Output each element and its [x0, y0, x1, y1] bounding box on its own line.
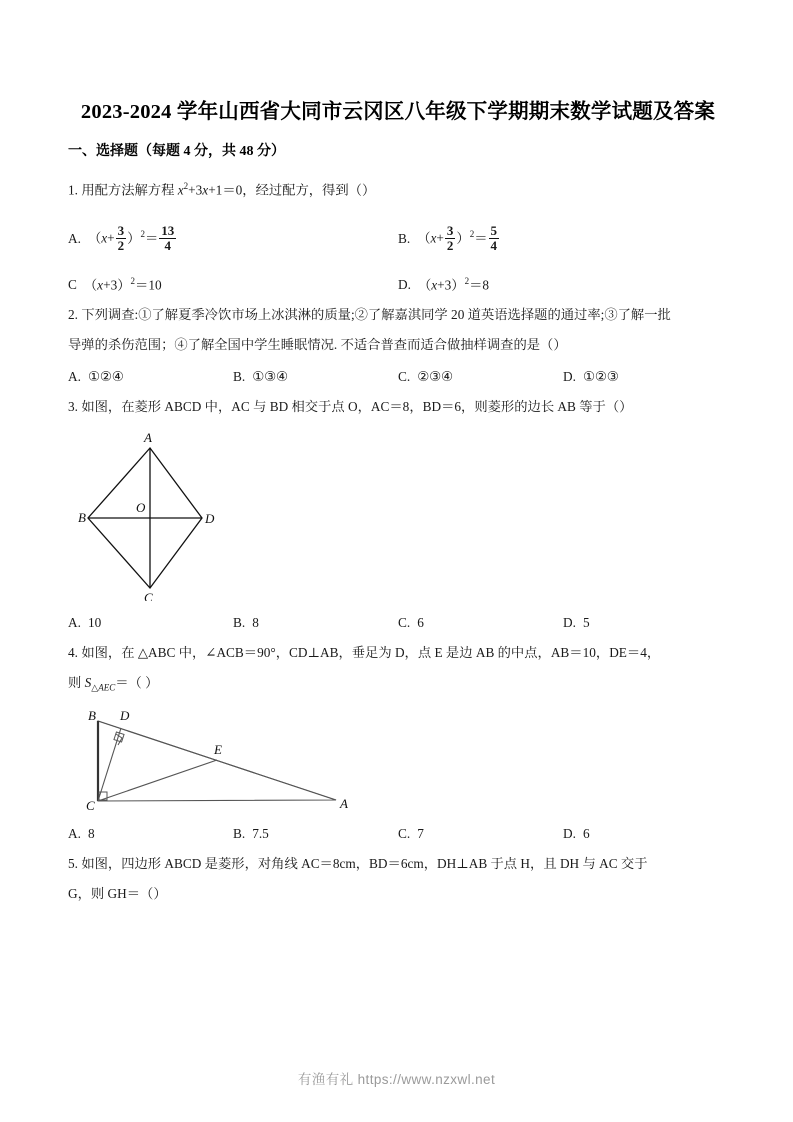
question-1-option-d-pre: （: [417, 277, 432, 293]
question-1-stem: [68, 171, 728, 205]
rhombus-label-a: A: [144, 430, 152, 446]
question-4: [68, 638, 728, 703]
question-2-option-a-label: A.: [68, 369, 81, 385]
question-4-area-subscript: △AEC: [91, 682, 116, 693]
right-triangle-figure: [76, 707, 728, 817]
question-4-line-2: [68, 668, 728, 703]
question-4-option-d[interactable]: [563, 819, 728, 849]
question-1-stem-pre: 用配方法解方程: [81, 182, 175, 198]
question-2-option-b[interactable]: [233, 362, 398, 392]
question-1-option-c-var: x: [97, 277, 104, 293]
question-3-option-b-label: B.: [233, 615, 246, 631]
rhombus-svg: [78, 426, 278, 601]
question-1-option-a-label: A.: [68, 230, 81, 246]
question-4-option-d-label: D.: [563, 825, 576, 841]
question-1-option-a-plus: +: [107, 230, 115, 246]
question-1-option-b-plus: +: [436, 230, 444, 246]
question-2-text-line-1: 下列调查:①了解夏季冷饮市场上冰淇淋的质量;②了解嘉淇同学 20 道英语选择题的通过率;③了解一批: [81, 307, 671, 323]
question-1-option-b[interactable]: [398, 211, 728, 261]
triangle-label-d: D: [120, 707, 130, 723]
question-2-option-b-text: ①③④: [252, 369, 288, 385]
question-5-text-line-2: G，则 GH＝（）: [68, 885, 167, 901]
question-5-text-line-1: 如图，四边形 ABCD 是菱形，对角线 AC＝8cm，BD＝6cm，DH⊥AB 于点 H，且 DH 与 AC 交于: [81, 855, 648, 871]
question-1-option-a-var: x: [101, 230, 108, 246]
question-1-option-b-fraction: [445, 224, 456, 253]
question-1-option-b-exp: 2: [469, 229, 475, 240]
question-1-var-x: x: [177, 182, 184, 198]
triangle-label-b: B: [88, 707, 96, 723]
question-2-option-a-text: ①②④: [87, 369, 124, 385]
page-title: 2023-2024 学年山西省大同市云冈区八年级下学期期末数学试题及答案: [80, 101, 716, 123]
question-1-stem-post: +1＝0，经过配方，得到（: [208, 182, 362, 198]
question-4-option-b[interactable]: [233, 819, 398, 849]
question-2-line-1: [68, 300, 728, 330]
question-1-option-b-eq: ＝: [474, 230, 488, 246]
question-4-option-a[interactable]: [68, 819, 233, 849]
fraction-denominator: 4: [159, 238, 176, 253]
rhombus-label-o: O: [136, 500, 146, 516]
document-content: [68, 95, 728, 911]
question-4-option-c[interactable]: [398, 819, 563, 849]
question-3-option-d[interactable]: [563, 608, 728, 638]
question-4-text-line-1: 如图，在 △ABC 中，∠ACB＝90°，CD⊥AB，垂足为 D，点 E 是边 AB 的中点，AB＝10，DE＝4，: [81, 645, 661, 661]
fraction-numerator: 5: [490, 223, 497, 239]
question-3-option-c-label: C.: [398, 615, 411, 631]
rhombus-label-d: D: [205, 511, 215, 527]
question-1-stem-end: ）: [361, 182, 376, 198]
question-1-option-c-mid: +3）: [103, 277, 131, 293]
rhombus-label-b: B: [78, 510, 86, 526]
question-5: [68, 849, 728, 909]
question-5-line-1: [68, 849, 728, 879]
rhombus-label-c: C: [144, 590, 153, 602]
question-2-option-a[interactable]: [68, 362, 233, 392]
question-4-option-a-text: 8: [87, 825, 95, 841]
question-1-option-a[interactable]: [68, 211, 398, 261]
fraction-numerator: 3: [117, 223, 125, 239]
question-1-option-a-eq: ＝: [144, 230, 159, 246]
question-1-var-x2: x: [202, 182, 209, 198]
right-triangle-svg: [76, 707, 366, 812]
question-4-line-2-post: ＝（ ）: [115, 675, 159, 691]
question-1-option-d-label: D.: [398, 277, 411, 293]
question-4-option-b-label: B.: [233, 825, 246, 841]
footer-watermark: 有渔有礼 https://www.nzxwl.net: [297, 1072, 496, 1087]
question-1-option-c-label: C: [68, 277, 77, 293]
median-ce: [98, 760, 217, 801]
question-2-number: 2.: [68, 307, 78, 323]
question-3-stem: [68, 392, 728, 422]
question-1-option-d-post: ＝8: [469, 277, 490, 293]
question-3-options: [68, 608, 728, 638]
question-1-option-c-exp: 2: [130, 275, 136, 286]
fraction-numerator: 13: [161, 223, 175, 239]
section-heading: 一、选择题（每题 4 分，共 48 分）: [68, 144, 285, 159]
question-1-option-a-open: （: [87, 230, 102, 246]
question-1-option-b-label: B.: [398, 230, 411, 246]
question-2-option-c[interactable]: [398, 362, 563, 392]
question-1-option-a-result-fraction: [159, 224, 176, 253]
question-3-option-c-text: 6: [417, 615, 424, 631]
question-3-option-b[interactable]: [233, 608, 398, 638]
question-4-number: 4.: [68, 645, 78, 661]
question-1-option-b-var: x: [430, 230, 437, 246]
fraction-denominator: 2: [446, 238, 454, 254]
question-1-option-c[interactable]: [68, 266, 398, 300]
question-1-option-d-exp: 2: [464, 275, 470, 286]
question-1-option-b-open: （: [417, 230, 431, 246]
question-1-option-a-close: ）: [127, 230, 141, 246]
question-1-option-c-post: ＝10: [135, 277, 162, 293]
question-1-option-b-result-fraction: [489, 224, 500, 253]
question-4-line-2-pre: 则: [68, 675, 85, 691]
question-4-option-d-text: 6: [582, 825, 590, 841]
question-1: [68, 171, 728, 205]
fraction-denominator: 4: [490, 238, 497, 254]
question-2-option-d-text: ①②③: [582, 369, 619, 385]
question-3-option-a-text: 10: [87, 615, 102, 631]
question-4-option-a-label: A.: [68, 825, 81, 841]
question-2-option-c-label: C.: [398, 369, 411, 385]
question-4-options: [68, 819, 728, 849]
question-2-option-d[interactable]: [563, 362, 728, 392]
question-2-text-line-2: 导弹的杀伤范围；④了解全国中学生睡眠情况. 不适合普查而适合做抽样调查的是（）: [68, 337, 567, 353]
question-3: [68, 392, 728, 422]
question-1-option-a-fraction: [116, 224, 127, 253]
triangle-label-e: E: [214, 741, 222, 757]
question-1-option-a-exp: 2: [140, 229, 145, 240]
question-4-option-c-label: C.: [398, 825, 411, 841]
question-2-option-c-text: ②③④: [417, 369, 453, 385]
altitude-cd: [98, 728, 121, 801]
question-1-option-d-var: x: [431, 277, 438, 293]
question-3-number: 3.: [68, 399, 78, 415]
question-1-option-c-pre: （: [83, 277, 98, 293]
question-4-line-1: [68, 638, 728, 668]
question-1-number: 1.: [68, 182, 78, 198]
question-2-option-b-label: B.: [233, 369, 246, 385]
question-1-option-d[interactable]: [398, 266, 728, 300]
question-1-option-d-mid: +3）: [437, 277, 465, 293]
question-3-option-a[interactable]: [68, 608, 233, 638]
question-4-option-b-text: 7.5: [252, 825, 269, 841]
question-1-exponent: 2: [183, 181, 189, 191]
triangle-label-c: C: [86, 797, 95, 812]
question-3-option-d-text: 5: [582, 615, 590, 631]
question-1-stem-mid: +3: [188, 182, 203, 198]
rhombus-figure: [78, 426, 728, 606]
question-1-options-ab: [68, 211, 728, 261]
question-3-option-a-label: A.: [68, 615, 81, 631]
fraction-denominator: 2: [117, 238, 125, 254]
question-3-option-d-label: D.: [563, 615, 576, 631]
question-4-option-c-text: 7: [417, 825, 424, 841]
triangle-label-a: A: [340, 795, 348, 811]
question-2-options: [68, 362, 728, 392]
fraction-numerator: 3: [446, 223, 454, 239]
question-1-option-b-close: ）: [456, 230, 470, 246]
question-2: [68, 300, 728, 360]
question-1-options-cd: [68, 266, 728, 300]
question-3-text: 如图，在菱形 ABCD 中，AC 与 BD 相交于点 O，AC＝8，BD＝6，则菱形的边长 AB 等于（）: [81, 399, 633, 415]
question-2-option-d-label: D.: [563, 369, 576, 385]
question-5-number: 5.: [68, 855, 78, 871]
question-3-option-b-text: 8: [252, 615, 259, 631]
question-4-area-symbol: S: [84, 675, 92, 691]
question-3-option-c[interactable]: [398, 608, 563, 638]
